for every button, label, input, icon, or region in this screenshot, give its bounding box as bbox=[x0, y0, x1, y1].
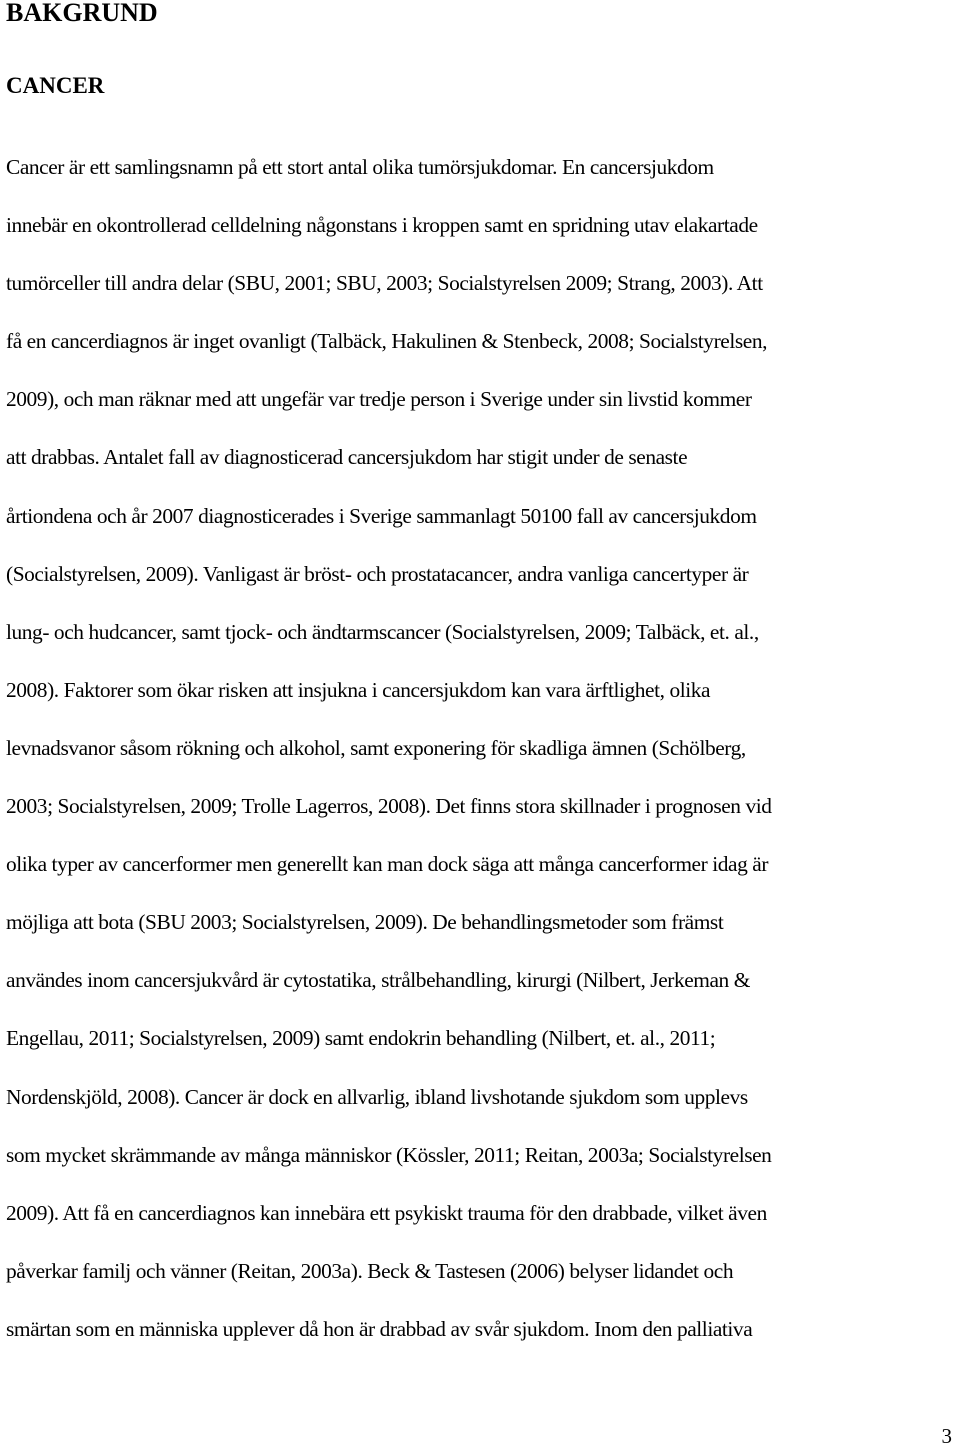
text-line: att drabbas. Antalet fall av diagnosticerad cancersjukdom har stigit under de senaste bbox=[6, 445, 688, 470]
page-number: 3 bbox=[941, 1424, 952, 1448]
text-line: lung- och hudcancer, samt tjock- och ändtarmscancer (Socialstyrelsen, 2009; Talbäck, et. al., bbox=[6, 619, 759, 644]
text-line: innebär en okontrollerad celldelning någonstans i kroppen samt en spridning utav elakartade bbox=[6, 213, 758, 238]
text-line: 2003; Socialstyrelsen, 2009; Trolle Lagerros, 2008). Det finns stora skillnader i prognosen vid bbox=[6, 794, 772, 819]
text-line: möjliga att bota (SBU 2003; Socialstyrelsen, 2009). De behandlingsmetoder som främst bbox=[6, 910, 724, 935]
subsection-heading: CANCER bbox=[6, 73, 105, 98]
text-line: som mycket skrämmande av många människor (Kössler, 2011; Reitan, 2003a; Socialstyrelsen bbox=[6, 1142, 772, 1167]
text-line: årtiondena och år 2007 diagnosticerades i Sverige sammanlagt 50100 fall av cancersjukdom bbox=[6, 503, 757, 528]
text-line: Cancer är ett samlingsnamn på ett stort antal olika tumörsjukdomar. En cancersjukdom bbox=[6, 155, 714, 179]
text-line: tumörceller till andra delar (SBU, 2001; SBU, 2003; Socialstyrelsen 2009; Strang, 2003). Att bbox=[6, 271, 763, 296]
text-line: användes inom cancersjukvård är cytostatika, strålbehandling, kirurgi (Nilbert, Jerkeman & bbox=[6, 968, 750, 993]
text-line: 2008). Faktorer som ökar risken att insjukna i cancersjukdom kan vara ärftlighet, olika bbox=[6, 677, 711, 702]
text-line: olika typer av cancerformer men generellt kan man dock säga att många cancerformer idag är bbox=[6, 852, 769, 877]
text-line: påverkar familj och vänner (Reitan, 2003a). Beck & Tastesen (2006) belyser lidandet och bbox=[6, 1258, 734, 1283]
text-line: levnadsvanor såsom rökning och alkohol, samt exponering för skadliga ämnen (Schölberg, bbox=[6, 735, 746, 760]
section-heading: BAKGRUND bbox=[6, 0, 158, 27]
text-line: smärtan som en människa upplever då hon är drabbad av svår sjukdom. Inom den palliativa bbox=[6, 1316, 753, 1341]
text-line: (Socialstyrelsen, 2009). Vanligast är bröst- och prostatacancer, andra vanliga cancertyper är bbox=[6, 561, 749, 586]
text-line: 2009). Att få en cancerdiagnos kan innebära ett psykiskt trauma för den drabbade, vilket även bbox=[6, 1200, 767, 1225]
text-line: få en cancerdiagnos är inget ovanligt (Talbäck, Hakulinen & Stenbeck, 2008; Socialstyrelsen, bbox=[6, 329, 767, 354]
text-line: Nordenskjöld, 2008). Cancer är dock en allvarlig, ibland livshotande sjukdom som upplevs bbox=[6, 1084, 748, 1109]
text-line: Engellau, 2011; Socialstyrelsen, 2009) samt endokrin behandling (Nilbert, et. al., 2011; bbox=[6, 1026, 716, 1051]
text-line: 2009), och man räknar med att ungefär var tredje person i Sverige under sin livstid kommer bbox=[6, 387, 752, 412]
body-paragraph bbox=[6, 138, 960, 1358]
